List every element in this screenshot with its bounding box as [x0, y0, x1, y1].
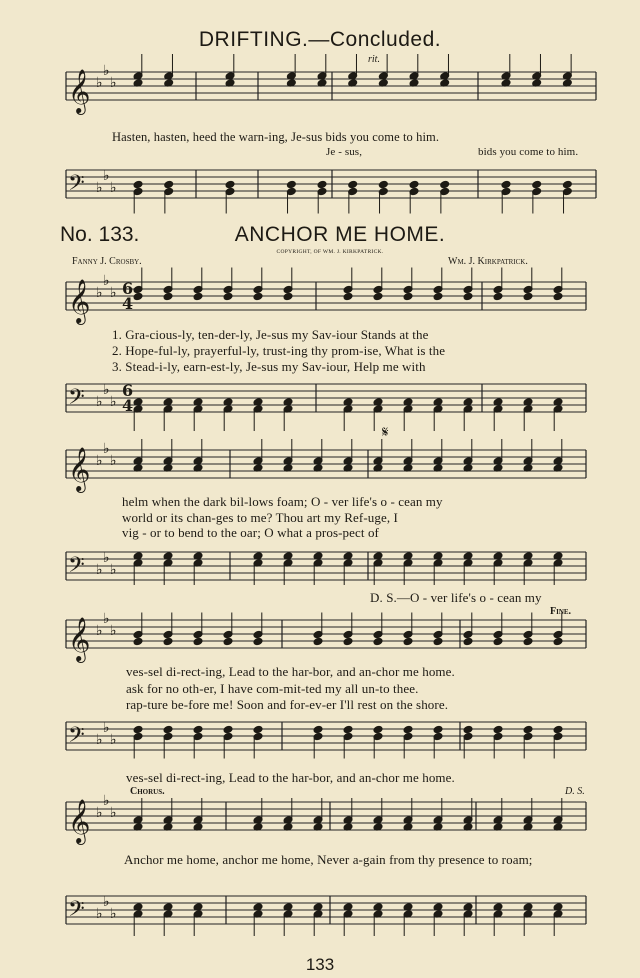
- note-head: [403, 637, 413, 646]
- note-head: [286, 180, 296, 189]
- ds-label: D. S.: [565, 786, 585, 797]
- continued-lyric: Hasten, hasten, heed the warn-ing, Je-sus bids you come to him.: [112, 130, 440, 144]
- note-head: [193, 637, 203, 646]
- note-head: [403, 725, 413, 734]
- ritardando-mark: rit.: [368, 54, 380, 65]
- bass-clef-icon: 𝄢: [68, 897, 85, 927]
- flat-icon: ♭: [103, 382, 110, 398]
- note-head: [463, 725, 473, 734]
- note-head: [348, 180, 358, 189]
- note-head: [313, 725, 323, 734]
- system4-verse1: Anchor me home, anchor me home, Never a-gain from thy presence to roam;: [124, 852, 533, 867]
- note-head: [553, 292, 563, 301]
- note-head: [133, 637, 143, 646]
- flat-icon: ♭: [103, 894, 110, 910]
- note-head: [133, 180, 143, 189]
- flat-icon: ♭: [110, 453, 117, 469]
- note-head: [163, 725, 173, 734]
- note-head: [523, 637, 533, 646]
- system2-verse1: helm when the dark bil-lows foam; O - ver life's o - cean my: [122, 494, 443, 509]
- flat-icon: ♭: [110, 906, 117, 922]
- note-head: [433, 725, 443, 734]
- time-signature-bottom: 4: [122, 396, 134, 415]
- bass-clef-icon: 𝄢: [68, 723, 85, 753]
- note-head: [403, 292, 413, 301]
- hymn-title: ANCHOR ME HOME.: [234, 223, 446, 246]
- system2-verse3: vig - or to bend to the oar; O what a pros-pect of: [122, 525, 379, 540]
- note-head: [223, 292, 233, 301]
- flat-icon: ♭: [96, 906, 103, 922]
- note-head: [223, 637, 233, 646]
- note-head: [133, 292, 143, 301]
- system3-verse1: ves-sel di-rect-ing, Lead to the har-bor, and an-chor me home.: [126, 664, 455, 679]
- note-head: [343, 725, 353, 734]
- flat-icon: ♭: [96, 805, 103, 821]
- flat-icon: ♭: [103, 550, 110, 566]
- note-head: [373, 725, 383, 734]
- time-signature-top: 6: [122, 279, 134, 298]
- note-head: [317, 180, 327, 189]
- treble-clef-icon: 𝄞: [68, 279, 91, 323]
- flat-icon: ♭: [110, 180, 117, 196]
- flat-icon: ♭: [110, 623, 117, 639]
- system1-verse2: 2. Hope-ful-ly, prayerful-ly, trust-ing thy prom-ise, What is the: [112, 343, 446, 358]
- note-head: [193, 292, 203, 301]
- flat-icon: ♭: [110, 732, 117, 748]
- note-head: [133, 725, 143, 734]
- chorus-label: Chorus.: [130, 786, 165, 797]
- system2-verse2: world or its chan-ges to me? Thou art my Ref-uge, I: [122, 510, 398, 525]
- note-head: [523, 292, 533, 301]
- continued-lyric-alto-b: bids you come to him.: [478, 146, 579, 158]
- note-head: [493, 725, 503, 734]
- note-head: [523, 725, 533, 734]
- note-head: [163, 292, 173, 301]
- note-head: [343, 292, 353, 301]
- treble-clef-icon: 𝄞: [68, 447, 91, 491]
- flat-icon: ♭: [103, 611, 110, 627]
- treble-clef-icon: 𝄞: [68, 69, 91, 113]
- flat-icon: ♭: [103, 441, 110, 457]
- system1-verse1: 1. Gra-cious-ly, ten-der-ly, Je-sus my Sav-iour Stands at the: [112, 327, 429, 342]
- note-head: [373, 637, 383, 646]
- note-head: [553, 725, 563, 734]
- note-head: [163, 637, 173, 646]
- flat-icon: ♭: [103, 720, 110, 736]
- page-number: 133: [305, 955, 335, 974]
- system2-ds-line: D. S.—O - ver life's o - cean my: [370, 590, 542, 605]
- system3-verse2: ask for no oth-er, I have com-mit-ted my all un-to thee.: [126, 681, 419, 696]
- time-signature-top: 6: [122, 381, 134, 400]
- note-head: [493, 292, 503, 301]
- fine-mark: Fine.: [550, 606, 572, 617]
- note-head: [463, 637, 473, 646]
- flat-icon: ♭: [96, 180, 103, 196]
- flat-icon: ♭: [96, 732, 103, 748]
- flat-icon: ♭: [96, 623, 103, 639]
- note-head: [223, 725, 233, 734]
- note-head: [283, 292, 293, 301]
- flat-icon: ♭: [103, 273, 110, 289]
- flat-icon: ♭: [110, 805, 117, 821]
- flat-icon: ♭: [110, 285, 117, 301]
- system3-ds-line: ves-sel di-rect-ing, Lead to the har-bor, and an-chor me home.: [126, 770, 455, 785]
- note-head: [562, 180, 572, 189]
- note-head: [553, 637, 563, 646]
- segno-sign: 𝄋: [382, 425, 389, 441]
- lyricist: Fanny J. Crosby.: [72, 256, 142, 267]
- system3-verse3: rap-ture be-fore me! Soon and for-ev-er I'll rest on the shore.: [126, 697, 449, 712]
- flat-icon: ♭: [96, 75, 103, 91]
- bass-clef-icon: 𝄢: [68, 385, 85, 415]
- flat-icon: ♭: [110, 562, 117, 578]
- note-head: [378, 180, 388, 189]
- flat-icon: ♭: [103, 63, 110, 79]
- flat-icon: ♭: [96, 453, 103, 469]
- note-head: [433, 637, 443, 646]
- flat-icon: ♭: [110, 394, 117, 410]
- treble-clef-icon: 𝄞: [68, 617, 91, 661]
- flat-icon: ♭: [96, 394, 103, 410]
- time-signature-bottom: 4: [122, 294, 134, 313]
- flat-icon: ♭: [103, 168, 110, 184]
- note-head: [501, 180, 511, 189]
- note-head: [440, 180, 450, 189]
- note-head: [343, 637, 353, 646]
- flat-icon: ♭: [96, 285, 103, 301]
- note-head: [193, 725, 203, 734]
- note-head: [532, 180, 542, 189]
- flat-icon: ♭: [110, 75, 117, 91]
- note-head: [433, 292, 443, 301]
- note-head: [313, 637, 323, 646]
- bass-clef-icon: 𝄢: [68, 171, 85, 201]
- note-head: [164, 180, 174, 189]
- note-head: [463, 292, 473, 301]
- note-head: [225, 180, 235, 189]
- note-head: [409, 180, 419, 189]
- note-head: [253, 292, 263, 301]
- treble-clef-icon: 𝄞: [68, 799, 91, 843]
- note-head: [373, 292, 383, 301]
- hymn-number: No. 133.: [60, 223, 140, 246]
- continued-lyric-alto-a: Je - sus,: [326, 146, 363, 158]
- copyright-line: COPYRIGHT, OF WM. J. KIRKPATRICK.: [276, 249, 384, 255]
- composer: Wm. J. Kirkpatrick.: [448, 256, 528, 267]
- system1-verse3: 3. Stead-i-ly, earn-est-ly, Je-sus my Sav-iour, Help me with: [112, 359, 426, 374]
- note-head: [493, 637, 503, 646]
- bass-clef-icon: 𝄢: [68, 553, 85, 583]
- note-head: [253, 725, 263, 734]
- flat-icon: ♭: [103, 793, 110, 809]
- flat-icon: ♭: [96, 562, 103, 578]
- continued-title: DRIFTING.—Concluded.: [198, 28, 442, 51]
- note-head: [253, 637, 263, 646]
